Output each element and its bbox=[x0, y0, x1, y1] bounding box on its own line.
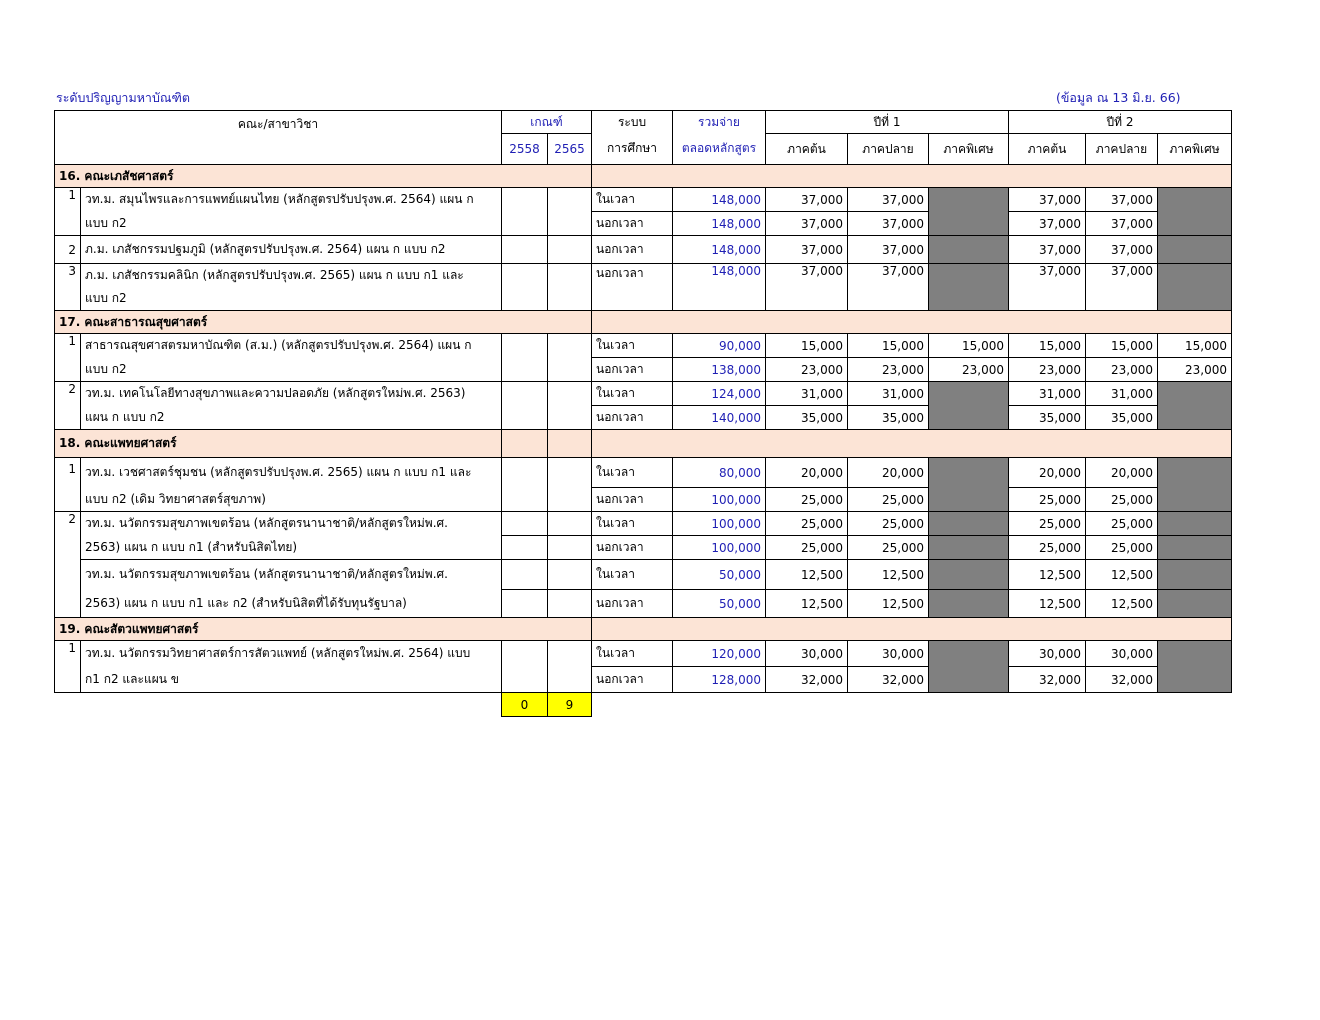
col-criteria: เกณฑ์ bbox=[502, 111, 592, 134]
study-system: นอกเวลา bbox=[592, 590, 673, 618]
page-title: ระดับปริญญามหาบัณฑิต bbox=[56, 90, 190, 105]
table-row: 2563) แผน ก แบบ ก1 และ ก2 (สำหรับนิสิตที่ได้รับทุนรัฐบาล) นอกเวลา 50,000 12,500 12,500 12,500 12,500 bbox=[55, 590, 1232, 618]
program-name: วท.ม. สมุนไพรและการแพทย์แผนไทย (หลักสูตรปรับปรุงพ.ศ. 2564) แผน ก bbox=[81, 188, 502, 212]
row-no: 2 bbox=[55, 236, 81, 264]
faculty-row bbox=[55, 618, 1232, 641]
program-name: แบบ ก2 (เดิม วิทยาศาสตร์สุขภาพ) bbox=[81, 488, 502, 512]
col-y1-term3: ภาคพิเศษ bbox=[929, 134, 1009, 165]
table-row: 1 วท.ม. เวชศาสตร์ชุมชน (หลักสูตรปรับปรุงพ.ศ. 2565) แผน ก แบบ ก1 และ ในเวลา 80,000 20,000 20,000 20,000 20,000 bbox=[55, 458, 1232, 488]
col-y2-term3: ภาคพิเศษ bbox=[1158, 134, 1232, 165]
faculty-name: 19. คณะสัตวแพทยศาสตร์ bbox=[55, 618, 592, 641]
col-y1-term2: ภาคปลาย bbox=[848, 134, 929, 165]
row-no: 1 bbox=[55, 458, 81, 512]
program-name: วท.ม. เทคโนโลยีทางสุขภาพและความปลอดภัย (หลักสูตรใหม่พ.ศ. 2563) bbox=[81, 382, 502, 406]
row-no: 1 bbox=[55, 334, 81, 382]
table-row: 2 ภ.ม. เภสัชกรรมปฐมภูมิ (หลักสูตรปรับปรุงพ.ศ. 2564) แผน ก แบบ ก2 นอกเวลา 148,000 37,000 37,000 37,000 37,000 bbox=[55, 236, 1232, 264]
table-row: 1 วท.ม. สมุนไพรและการแพทย์แผนไทย (หลักสูตรปรับปรุงพ.ศ. 2564) แผน ก ในเวลา 148,000 37,000 37,000 37,000 37,000 bbox=[55, 188, 1232, 212]
total-fee: 148,000 bbox=[673, 236, 766, 264]
study-system: นอกเวลา bbox=[592, 667, 673, 693]
faculty-name: 16. คณะเภสัชศาสตร์ bbox=[55, 165, 592, 188]
col-system-sub: การศึกษา bbox=[592, 134, 673, 165]
total-fee: 100,000 bbox=[673, 512, 766, 536]
table-row: แบบ ก2 นอกเวลา 138,000 23,000 23,000 23,000 23,000 23,000 23,000 bbox=[55, 358, 1232, 382]
count-2565: 9 bbox=[548, 693, 592, 717]
table-row: แบบ ก2 (เดิม วิทยาศาสตร์สุขภาพ) นอกเวลา 100,000 25,000 25,000 25,000 25,000 bbox=[55, 488, 1232, 512]
table-row: ก1 ก2 และแผน ข นอกเวลา 128,000 32,000 32,000 32,000 32,000 bbox=[55, 667, 1232, 693]
study-system: นอกเวลา bbox=[592, 212, 673, 236]
table-row: 2 วท.ม. เทคโนโลยีทางสุขภาพและความปลอดภัย (หลักสูตรใหม่พ.ศ. 2563) ในเวลา 124,000 31,000 31,000 31,000 31,000 bbox=[55, 382, 1232, 406]
col-system: ระบบ bbox=[592, 111, 673, 134]
study-system: ในเวลา bbox=[592, 382, 673, 406]
faculty-row bbox=[55, 311, 1232, 334]
table-row: 2 วท.ม. นวัตกรรมสุขภาพเขตร้อน (หลักสูตรนานาชาติ/หลักสูตรใหม่พ.ศ. ในเวลา 100,000 25,000 25,000 25,000 25,000 bbox=[55, 512, 1232, 536]
program-name: สาธารณสุขศาสตรมหาบัณฑิต (ส.ม.) (หลักสูตรปรับปรุงพ.ศ. 2564) แผน ก bbox=[81, 334, 502, 358]
total-fee: 100,000 bbox=[673, 536, 766, 560]
program-name: ก1 ก2 และแผน ข bbox=[81, 667, 502, 693]
total-fee: 148,000 bbox=[673, 212, 766, 236]
count-2558: 0 bbox=[502, 693, 548, 717]
study-system: นอกเวลา bbox=[592, 264, 673, 311]
total-fee: 50,000 bbox=[673, 590, 766, 618]
total-fee: 138,000 bbox=[673, 358, 766, 382]
col-year1: ปีที่ 1 bbox=[766, 111, 1009, 134]
total-fee: 100,000 bbox=[673, 488, 766, 512]
program-name: ภ.ม. เภสัชกรรมคลินิก (หลักสูตรปรับปรุงพ.ศ. 2565) แผน ก แบบ ก1 และ bbox=[81, 264, 502, 288]
program-name: วท.ม. นวัตกรรมสุขภาพเขตร้อน (หลักสูตรนานาชาติ/หลักสูตรใหม่พ.ศ. bbox=[81, 512, 502, 536]
total-fee: 50,000 bbox=[673, 560, 766, 590]
program-name: 2563) แผน ก แบบ ก1 (สำหรับนิสิตไทย) bbox=[81, 536, 502, 560]
study-system: ในเวลา bbox=[592, 458, 673, 488]
study-system: นอกเวลา bbox=[592, 406, 673, 430]
col-total: รวมจ่าย bbox=[673, 111, 766, 134]
totals-row bbox=[55, 693, 1232, 717]
col-total-sub: ตลอดหลักสูตร bbox=[673, 134, 766, 165]
program-name: แบบ ก2 bbox=[81, 287, 502, 311]
table-row: 2563) แผน ก แบบ ก1 (สำหรับนิสิตไทย) นอกเวลา 100,000 25,000 25,000 25,000 25,000 bbox=[55, 536, 1232, 560]
data-date: (ข้อมูล ณ 13 มิ.ย. 66) bbox=[1056, 90, 1181, 105]
col-y2-term1: ภาคต้น bbox=[1009, 134, 1086, 165]
row-no: 1 bbox=[55, 641, 81, 693]
faculty-row bbox=[55, 165, 1232, 188]
total-fee: 140,000 bbox=[673, 406, 766, 430]
total-fee: 80,000 bbox=[673, 458, 766, 488]
study-system: ในเวลา bbox=[592, 641, 673, 667]
tuition-table bbox=[54, 110, 1232, 717]
col-criteria-2558: 2558 bbox=[502, 134, 548, 165]
program-name: แผน ก แบบ ก2 bbox=[81, 406, 502, 430]
total-fee: 90,000 bbox=[673, 334, 766, 358]
program-name: แบบ ก2 bbox=[81, 212, 502, 236]
study-system: นอกเวลา bbox=[592, 536, 673, 560]
row-no: 2 bbox=[55, 382, 81, 430]
total-fee: 124,000 bbox=[673, 382, 766, 406]
study-system: ในเวลา bbox=[592, 334, 673, 358]
table-row: วท.ม. นวัตกรรมสุขภาพเขตร้อน (หลักสูตรนานาชาติ/หลักสูตรใหม่พ.ศ. ในเวลา 50,000 12,500 12,500 12,500 12,500 bbox=[55, 560, 1232, 590]
table-row: แผน ก แบบ ก2 นอกเวลา 140,000 35,000 35,000 35,000 35,000 bbox=[55, 406, 1232, 430]
faculty-name: 18. คณะแพทยศาสตร์ bbox=[55, 430, 502, 458]
col-criteria-2565: 2565 bbox=[548, 134, 592, 165]
total-fee: 148,000 bbox=[673, 264, 766, 311]
study-system: นอกเวลา bbox=[592, 358, 673, 382]
program-name: วท.ม. เวชศาสตร์ชุมชน (หลักสูตรปรับปรุงพ.ศ. 2565) แผน ก แบบ ก1 และ bbox=[81, 458, 502, 488]
program-name: ภ.ม. เภสัชกรรมปฐมภูมิ (หลักสูตรปรับปรุงพ.ศ. 2564) แผน ก แบบ ก2 bbox=[81, 236, 502, 264]
faculty-row bbox=[55, 430, 1232, 458]
total-fee: 128,000 bbox=[673, 667, 766, 693]
program-name: แบบ ก2 bbox=[81, 358, 502, 382]
program-name: วท.ม. นวัตกรรมสุขภาพเขตร้อน (หลักสูตรนานาชาติ/หลักสูตรใหม่พ.ศ. bbox=[81, 560, 502, 590]
faculty-name: 17. คณะสาธารณสุขศาสตร์ bbox=[55, 311, 592, 334]
table-row: 1 วท.ม. นวัตกรรมวิทยาศาสตร์การสัตวแพทย์ (หลักสูตรใหม่พ.ศ. 2564) แบบ ในเวลา 120,000 30,000 30,000 30,000 30,000 bbox=[55, 641, 1232, 667]
row-no: 2 bbox=[55, 512, 81, 618]
study-system: นอกเวลา bbox=[592, 488, 673, 512]
program-name: 2563) แผน ก แบบ ก1 และ ก2 (สำหรับนิสิตที่ได้รับทุนรัฐบาล) bbox=[81, 590, 502, 618]
table-row: แบบ ก2 นอกเวลา 148,000 37,000 37,000 37,000 37,000 bbox=[55, 212, 1232, 236]
col-faculty: คณะ/สาขาวิชา bbox=[55, 111, 502, 165]
study-system: นอกเวลา bbox=[592, 236, 673, 264]
col-y2-term2: ภาคปลาย bbox=[1086, 134, 1158, 165]
col-year2: ปีที่ 2 bbox=[1009, 111, 1232, 134]
total-fee: 120,000 bbox=[673, 641, 766, 667]
total-fee: 148,000 bbox=[673, 188, 766, 212]
col-y1-term1: ภาคต้น bbox=[766, 134, 848, 165]
row-no: 1 bbox=[55, 188, 81, 236]
table-row: 3 ภ.ม. เภสัชกรรมคลินิก (หลักสูตรปรับปรุงพ.ศ. 2565) แผน ก แบบ ก1 และ นอกเวลา 148,000 37,000 37,000 37,000 37,000 bbox=[55, 264, 1232, 288]
study-system: ในเวลา bbox=[592, 560, 673, 590]
row-no: 3 bbox=[55, 264, 81, 311]
study-system: ในเวลา bbox=[592, 188, 673, 212]
header-row-1 bbox=[55, 111, 1232, 134]
study-system: ในเวลา bbox=[592, 512, 673, 536]
table-row: 1 สาธารณสุขศาสตรมหาบัณฑิต (ส.ม.) (หลักสูตรปรับปรุงพ.ศ. 2564) แผน ก ในเวลา 90,000 15,000 15,000 15,000 15,000 15,000 15,000 bbox=[55, 334, 1232, 358]
program-name: วท.ม. นวัตกรรมวิทยาศาสตร์การสัตวแพทย์ (หลักสูตรใหม่พ.ศ. 2564) แบบ bbox=[81, 641, 502, 667]
